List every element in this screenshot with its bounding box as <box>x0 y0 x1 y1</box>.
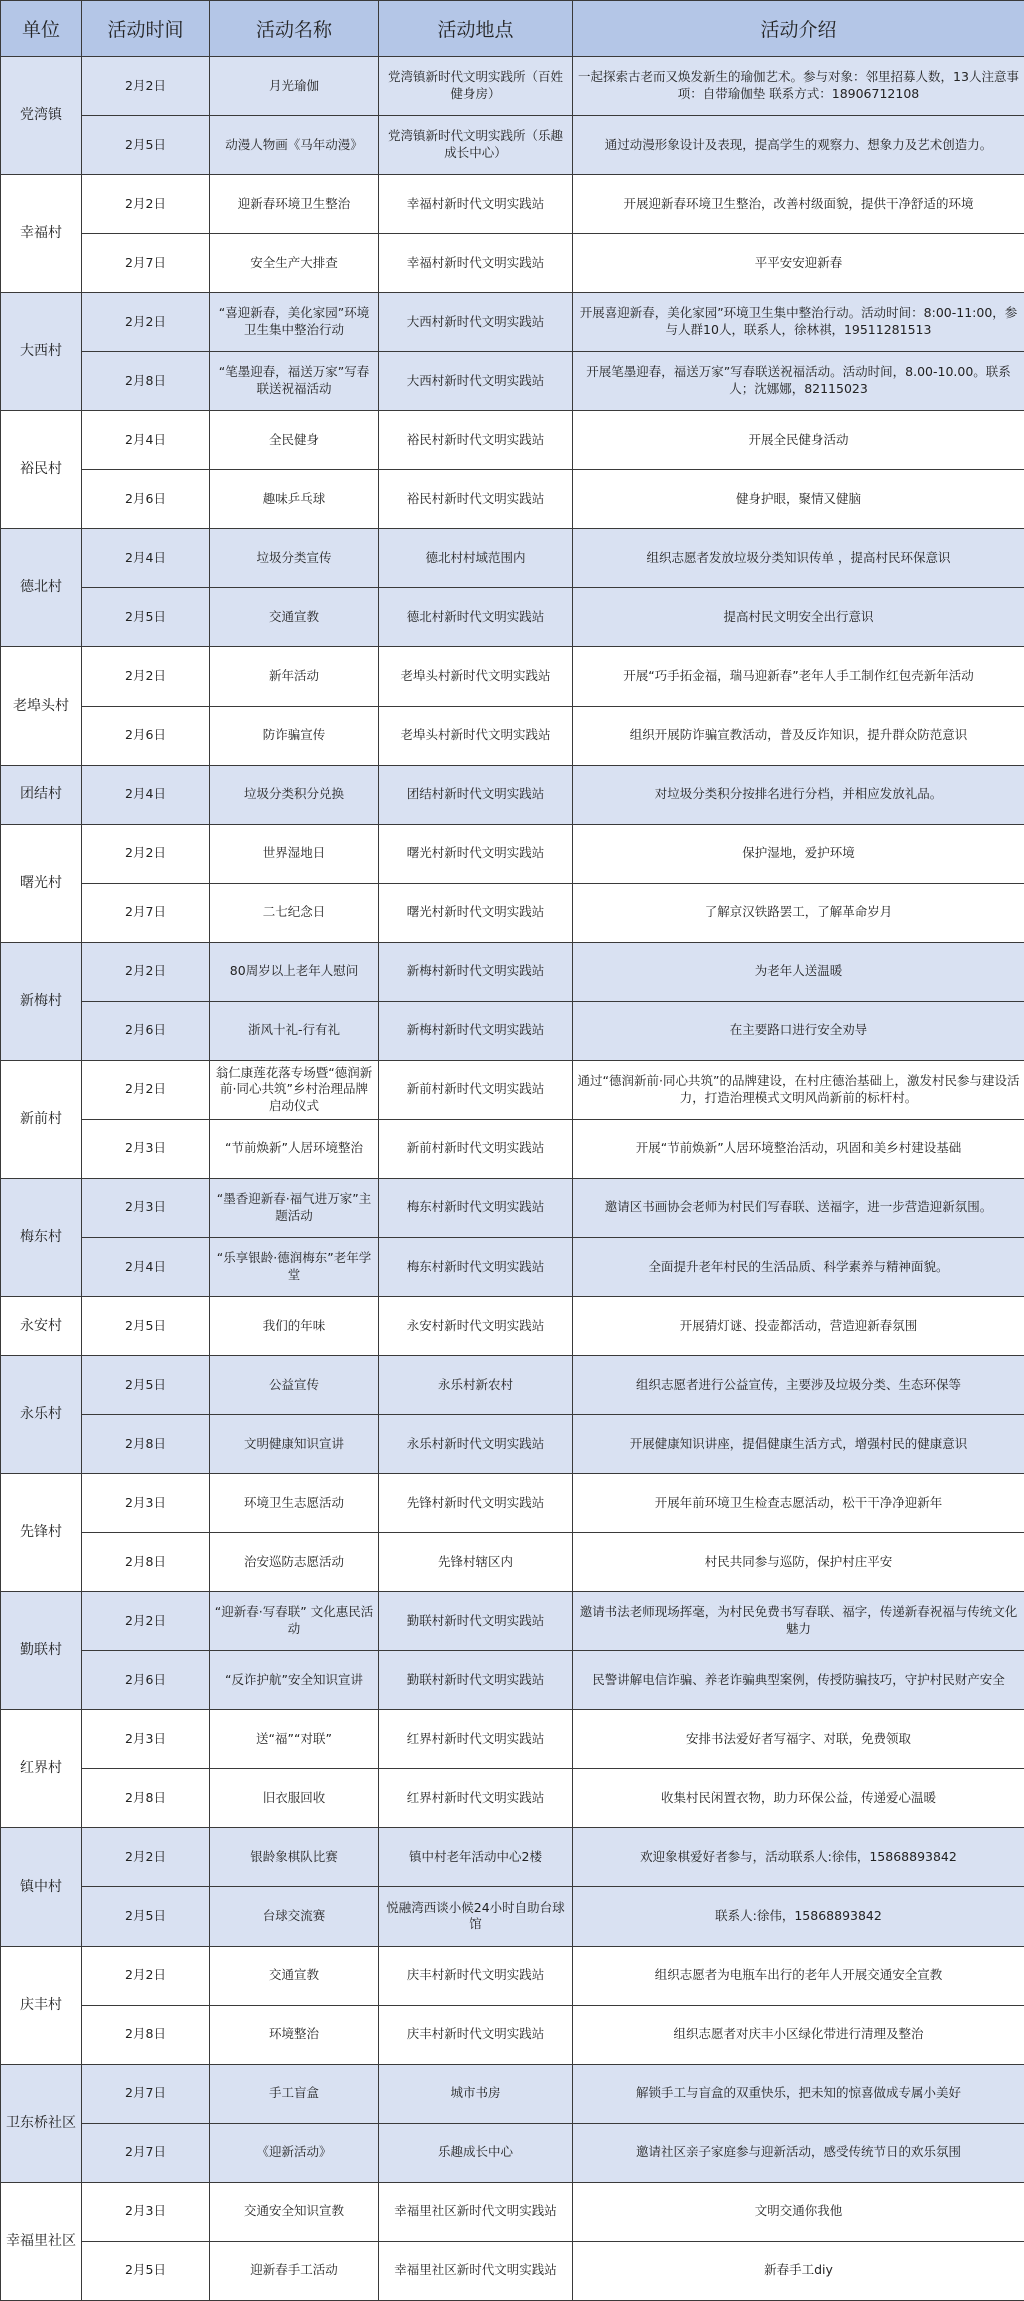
header-name: 活动名称 <box>210 1 379 57</box>
unit-cell: 新梅村 <box>1 942 82 1060</box>
unit-cell: 先锋村 <box>1 1474 82 1592</box>
place-cell: 裕民村新时代文明实践站 <box>379 470 573 529</box>
unit-cell: 卫东桥社区 <box>1 2064 82 2182</box>
intro-cell: 邀请区书画协会老师为村民们写春联、送福字，进一步营造迎新氛围。 <box>573 1178 1024 1237</box>
unit-cell: 幸福里社区 <box>1 2182 82 2300</box>
table-row <box>1 1946 1024 2005</box>
place-cell: 红界村新时代文明实践站 <box>379 1710 573 1769</box>
activity-name-cell: 新年活动 <box>210 647 379 706</box>
intro-cell: 全面提升老年村民的生活品质、科学素养与精神面貌。 <box>573 1237 1024 1296</box>
time-cell: 2月6日 <box>82 706 210 765</box>
table-row <box>1 1119 1024 1178</box>
unit-group <box>1 824 1024 942</box>
place-cell: 党湾镇新时代文明实践所（百姓健身房） <box>379 57 573 116</box>
time-cell: 2月2日 <box>82 1946 210 2005</box>
intro-cell: 文明交通你我他 <box>573 2182 1024 2241</box>
place-cell: 先锋村辖区内 <box>379 1533 573 1592</box>
header-row <box>1 1 1024 57</box>
activity-name-cell: 交通宣教 <box>210 1946 379 2005</box>
intro-cell: 开展迎新春环境卫生整治，改善村级面貌，提供干净舒适的环境 <box>573 175 1024 234</box>
intro-cell: 组织志愿者发放垃圾分类知识传单 ，提高村民环保意识 <box>573 529 1024 588</box>
time-cell: 2月8日 <box>82 352 210 411</box>
intro-cell: 一起探索古老而又焕发新生的瑜伽艺术。参与对象：邻里招募人数，13人注意事项：自带瑜伽垫 联系方式：18906712108 <box>573 57 1024 116</box>
place-cell: 镇中村老年活动中心2楼 <box>379 1828 573 1887</box>
table-row <box>1 411 1024 470</box>
intro-cell: 联系人:徐伟，15868893842 <box>573 1887 1024 1946</box>
place-cell: 老埠头村新时代文明实践站 <box>379 647 573 706</box>
table-row <box>1 1060 1024 1119</box>
table-row <box>1 1474 1024 1533</box>
place-cell: 老埠头村新时代文明实践站 <box>379 706 573 765</box>
table-row <box>1 1592 1024 1651</box>
time-cell: 2月6日 <box>82 470 210 529</box>
activity-name-cell: “节前焕新”人居环境整治 <box>210 1119 379 1178</box>
intro-cell: 通过“德润新前·同心共筑”的品牌建设，在村庄德治基础上，激发村民参与建设活力，打造治理模式文明风尚新前的标杆村。 <box>573 1060 1024 1119</box>
time-cell: 2月5日 <box>82 1356 210 1415</box>
header-intro: 活动介绍 <box>573 1 1024 57</box>
activity-name-cell: 垃圾分类宣传 <box>210 529 379 588</box>
activity-name-cell: 防诈骗宣传 <box>210 706 379 765</box>
activity-name-cell: “喜迎新春，美化家园”环境卫生集中整治行动 <box>210 293 379 352</box>
place-cell: 德北村村域范围内 <box>379 529 573 588</box>
place-cell: 悦融湾西谈小候24小时自助台球馆 <box>379 1887 573 1946</box>
time-cell: 2月2日 <box>82 1060 210 1119</box>
activity-name-cell: 全民健身 <box>210 411 379 470</box>
intro-cell: 组织志愿者为电瓶车出行的老年人开展交通安全宣教 <box>573 1946 1024 2005</box>
activity-name-cell: “反诈护航”安全知识宣讲 <box>210 1651 379 1710</box>
time-cell: 2月4日 <box>82 765 210 824</box>
place-cell: 新前村新时代文明实践站 <box>379 1119 573 1178</box>
place-cell: 团结村新时代文明实践站 <box>379 765 573 824</box>
activity-name-cell: 银龄象棋队比赛 <box>210 1828 379 1887</box>
place-cell: 乐趣成长中心 <box>379 2123 573 2182</box>
intro-cell: 对垃圾分类积分按排名进行分档，并相应发放礼品。 <box>573 765 1024 824</box>
unit-cell: 党湾镇 <box>1 57 82 175</box>
time-cell: 2月2日 <box>82 293 210 352</box>
intro-cell: 开展猜灯谜、投壶都活动，营造迎新春氛围 <box>573 1296 1024 1355</box>
table-row <box>1 234 1024 293</box>
unit-group <box>1 2182 1024 2300</box>
activity-name-cell: 文明健康知识宣讲 <box>210 1415 379 1474</box>
time-cell: 2月4日 <box>82 411 210 470</box>
table-row <box>1 529 1024 588</box>
time-cell: 2月5日 <box>82 2241 210 2300</box>
table-row <box>1 352 1024 411</box>
table-row <box>1 1533 1024 1592</box>
unit-group <box>1 1828 1024 1946</box>
intro-cell: 组织志愿者对庆丰小区绿化带进行清理及整治 <box>573 2005 1024 2064</box>
place-cell: 永乐村新时代文明实践站 <box>379 1415 573 1474</box>
intro-cell: 通过动漫形象设计及表现，提高学生的观察力、想象力及艺术创造力。 <box>573 116 1024 175</box>
time-cell: 2月5日 <box>82 1887 210 1946</box>
place-cell: 新梅村新时代文明实践站 <box>379 1001 573 1060</box>
intro-cell: 开展喜迎新春，美化家园”环境卫生集中整治行动。活动时间：8:00-11:00，参与人群10人，联系人，徐林祺，19511281513 <box>573 293 1024 352</box>
time-cell: 2月4日 <box>82 1237 210 1296</box>
activity-name-cell: 治安巡防志愿活动 <box>210 1533 379 1592</box>
place-cell: 幸福里社区新时代文明实践站 <box>379 2182 573 2241</box>
table-row <box>1 2182 1024 2241</box>
table-row <box>1 2005 1024 2064</box>
intro-cell: 健身护眼，聚情又健脑 <box>573 470 1024 529</box>
activity-name-cell: 垃圾分类积分兑换 <box>210 765 379 824</box>
activity-name-cell: “乐享银龄·德润梅东”老年学堂 <box>210 1237 379 1296</box>
table-row <box>1 706 1024 765</box>
place-cell: 曙光村新时代文明实践站 <box>379 883 573 942</box>
intro-cell: 开展健康知识讲座，提倡健康生活方式，增强村民的健康意识 <box>573 1415 1024 1474</box>
intro-cell: 在主要路口进行安全劝导 <box>573 1001 1024 1060</box>
intro-cell: 了解京汉铁路罢工，了解革命岁月 <box>573 883 1024 942</box>
unit-group <box>1 1592 1024 1710</box>
table-row <box>1 293 1024 352</box>
table-row <box>1 2064 1024 2123</box>
table-row <box>1 175 1024 234</box>
table-row <box>1 1828 1024 1887</box>
place-cell: 梅东村新时代文明实践站 <box>379 1237 573 1296</box>
activity-name-cell: 世界湿地日 <box>210 824 379 883</box>
time-cell: 2月2日 <box>82 942 210 1001</box>
time-cell: 2月4日 <box>82 529 210 588</box>
activity-name-cell: 迎新春手工活动 <box>210 2241 379 2300</box>
intro-cell: 开展“巧手拓金福，瑞马迎新春”老年人手工制作红包壳新年活动 <box>573 647 1024 706</box>
table-row <box>1 1296 1024 1355</box>
place-cell: 勤联村新时代文明实践站 <box>379 1651 573 1710</box>
intro-cell: 平平安安迎新春 <box>573 234 1024 293</box>
unit-cell: 幸福村 <box>1 175 82 293</box>
activity-name-cell: 公益宣传 <box>210 1356 379 1415</box>
intro-cell: 保护湿地，爱护环境 <box>573 824 1024 883</box>
unit-cell: 老埠头村 <box>1 647 82 765</box>
unit-group <box>1 1296 1024 1355</box>
unit-cell: 永乐村 <box>1 1356 82 1474</box>
unit-group <box>1 411 1024 529</box>
intro-cell: 新春手工diy <box>573 2241 1024 2300</box>
activity-name-cell: 交通安全知识宣教 <box>210 2182 379 2241</box>
place-cell: 大西村新时代文明实践站 <box>379 293 573 352</box>
intro-cell: 民警讲解电信诈骗、养老诈骗典型案例，传授防骗技巧，守护村民财产安全 <box>573 1651 1024 1710</box>
table-row <box>1 1769 1024 1828</box>
time-cell: 2月7日 <box>82 2123 210 2182</box>
activity-name-cell: 交通宣教 <box>210 588 379 647</box>
activity-name-cell: “笔墨迎春，福送万家”写春联送祝福活动 <box>210 352 379 411</box>
place-cell: 裕民村新时代文明实践站 <box>379 411 573 470</box>
activity-name-cell: 浙风十礼-行有礼 <box>210 1001 379 1060</box>
unit-group <box>1 2064 1024 2182</box>
unit-group <box>1 1474 1024 1592</box>
unit-group <box>1 175 1024 293</box>
table-row <box>1 942 1024 1001</box>
unit-group <box>1 293 1024 411</box>
intro-cell: 为老年人送温暖 <box>573 942 1024 1001</box>
intro-cell: 安排书法爱好者写福字、对联，免费领取 <box>573 1710 1024 1769</box>
place-cell: 幸福村新时代文明实践站 <box>379 175 573 234</box>
activity-name-cell: 环境卫生志愿活动 <box>210 1474 379 1533</box>
activity-name-cell: 80周岁以上老年人慰问 <box>210 942 379 1001</box>
unit-cell: 大西村 <box>1 293 82 411</box>
unit-cell: 梅东村 <box>1 1178 82 1296</box>
activity-name-cell: 迎新春环境卫生整治 <box>210 175 379 234</box>
intro-cell: 开展全民健身活动 <box>573 411 1024 470</box>
time-cell: 2月8日 <box>82 1533 210 1592</box>
time-cell: 2月5日 <box>82 116 210 175</box>
table-row <box>1 1356 1024 1415</box>
unit-group <box>1 1946 1024 2064</box>
place-cell: 先锋村新时代文明实践站 <box>379 1474 573 1533</box>
place-cell: 庆丰村新时代文明实践站 <box>379 2005 573 2064</box>
unit-cell: 庆丰村 <box>1 1946 82 2064</box>
intro-cell: 开展“节前焕新”人居环境整治活动，巩固和美乡村建设基础 <box>573 1119 1024 1178</box>
unit-cell: 德北村 <box>1 529 82 647</box>
intro-cell: 邀请社区亲子家庭参与迎新活动，感受传统节日的欢乐氛围 <box>573 2123 1024 2182</box>
activity-name-cell: “迎新春·写春联” 文化惠民活动 <box>210 1592 379 1651</box>
unit-group <box>1 1178 1024 1296</box>
intro-cell: 组织开展防诈骗宣教活动，普及反诈知识，提升群众防范意识 <box>573 706 1024 765</box>
unit-group <box>1 1060 1024 1178</box>
unit-group <box>1 647 1024 765</box>
place-cell: 幸福村新时代文明实践站 <box>379 234 573 293</box>
activity-name-cell: 我们的年味 <box>210 1296 379 1355</box>
place-cell: 新前村新时代文明实践站 <box>379 1060 573 1119</box>
intro-cell: 开展年前环境卫生检查志愿活动，松干干净净迎新年 <box>573 1474 1024 1533</box>
activity-name-cell: 环境整治 <box>210 2005 379 2064</box>
header-place: 活动地点 <box>379 1 573 57</box>
activity-name-cell: 台球交流赛 <box>210 1887 379 1946</box>
time-cell: 2月7日 <box>82 883 210 942</box>
table-row <box>1 1237 1024 1296</box>
place-cell: 永安村新时代文明实践站 <box>379 1296 573 1355</box>
unit-group <box>1 1710 1024 1828</box>
table-row <box>1 588 1024 647</box>
place-cell: 梅东村新时代文明实践站 <box>379 1178 573 1237</box>
table-row <box>1 116 1024 175</box>
activity-name-cell: 动漫人物画《马年动漫》 <box>210 116 379 175</box>
place-cell: 曙光村新时代文明实践站 <box>379 824 573 883</box>
time-cell: 2月7日 <box>82 234 210 293</box>
time-cell: 2月3日 <box>82 2182 210 2241</box>
header-time: 活动时间 <box>82 1 210 57</box>
table-row <box>1 647 1024 706</box>
activity-name-cell: “墨香迎新春·福气进万家”主题活动 <box>210 1178 379 1237</box>
intro-cell: 提高村民文明安全出行意识 <box>573 588 1024 647</box>
intro-cell: 村民共同参与巡防，保护村庄平安 <box>573 1533 1024 1592</box>
place-cell: 红界村新时代文明实践站 <box>379 1769 573 1828</box>
unit-group <box>1 57 1024 175</box>
place-cell: 城市书房 <box>379 2064 573 2123</box>
time-cell: 2月2日 <box>82 1828 210 1887</box>
time-cell: 2月2日 <box>82 647 210 706</box>
unit-group <box>1 765 1024 824</box>
time-cell: 2月5日 <box>82 1296 210 1355</box>
table-row <box>1 1710 1024 1769</box>
unit-cell: 新前村 <box>1 1060 82 1178</box>
time-cell: 2月2日 <box>82 175 210 234</box>
unit-cell: 红界村 <box>1 1710 82 1828</box>
activity-name-cell: 翁仁康莲花落专场暨“德润新前·同心共筑”乡村治理品牌启动仪式 <box>210 1060 379 1119</box>
activity-name-cell: 安全生产大排查 <box>210 234 379 293</box>
time-cell: 2月6日 <box>82 1651 210 1710</box>
place-cell: 党湾镇新时代文明实践所（乐趣成长中心） <box>379 116 573 175</box>
intro-cell: 解锁手工与盲盒的双重快乐，把未知的惊喜做成专属小美好 <box>573 2064 1024 2123</box>
table-row <box>1 1651 1024 1710</box>
time-cell: 2月3日 <box>82 1178 210 1237</box>
time-cell: 2月5日 <box>82 588 210 647</box>
time-cell: 2月3日 <box>82 1474 210 1533</box>
time-cell: 2月3日 <box>82 1710 210 1769</box>
table-row <box>1 765 1024 824</box>
activity-name-cell: 送“福”“对联” <box>210 1710 379 1769</box>
time-cell: 2月6日 <box>82 1001 210 1060</box>
place-cell: 德北村新时代文明实践站 <box>379 588 573 647</box>
unit-cell: 勤联村 <box>1 1592 82 1710</box>
activity-name-cell: 手工盲盒 <box>210 2064 379 2123</box>
table-row <box>1 1001 1024 1060</box>
intro-cell: 欢迎象棋爱好者参与，活动联系人:徐伟，15868893842 <box>573 1828 1024 1887</box>
table-row <box>1 1178 1024 1237</box>
unit-cell: 镇中村 <box>1 1828 82 1946</box>
unit-cell: 团结村 <box>1 765 82 824</box>
unit-cell: 曙光村 <box>1 824 82 942</box>
table-row <box>1 1887 1024 1946</box>
header-unit: 单位 <box>1 1 82 57</box>
unit-cell: 裕民村 <box>1 411 82 529</box>
time-cell: 2月8日 <box>82 2005 210 2064</box>
intro-cell: 收集村民闲置衣物，助力环保公益，传递爱心温暖 <box>573 1769 1024 1828</box>
time-cell: 2月8日 <box>82 1769 210 1828</box>
place-cell: 大西村新时代文明实践站 <box>379 352 573 411</box>
intro-cell: 邀请书法老师现场挥毫，为村民免费书写春联、福字，传递新春祝福与传统文化魅力 <box>573 1592 1024 1651</box>
table-row <box>1 1415 1024 1474</box>
place-cell: 永乐村新农村 <box>379 1356 573 1415</box>
time-cell: 2月8日 <box>82 1415 210 1474</box>
table-row <box>1 2241 1024 2300</box>
place-cell: 庆丰村新时代文明实践站 <box>379 1946 573 2005</box>
place-cell: 幸福里社区新时代文明实践站 <box>379 2241 573 2300</box>
unit-cell: 永安村 <box>1 1296 82 1355</box>
intro-cell: 组织志愿者进行公益宣传，主要涉及垃圾分类、生态环保等 <box>573 1356 1024 1415</box>
unit-group <box>1 529 1024 647</box>
unit-group <box>1 1356 1024 1474</box>
unit-group <box>1 942 1024 1060</box>
activity-name-cell: 二七纪念日 <box>210 883 379 942</box>
time-cell: 2月3日 <box>82 1119 210 1178</box>
time-cell: 2月2日 <box>82 824 210 883</box>
intro-cell: 开展笔墨迎春，福送万家”写春联送祝福活动。活动时间，8.00-10.00。联系人；沈娜娜，82115023 <box>573 352 1024 411</box>
time-cell: 2月2日 <box>82 57 210 116</box>
place-cell: 新梅村新时代文明实践站 <box>379 942 573 1001</box>
time-cell: 2月2日 <box>82 1592 210 1651</box>
table-row <box>1 824 1024 883</box>
time-cell: 2月7日 <box>82 2064 210 2123</box>
activity-name-cell: 月光瑜伽 <box>210 57 379 116</box>
table-row <box>1 57 1024 116</box>
place-cell: 勤联村新时代文明实践站 <box>379 1592 573 1651</box>
activity-name-cell: 旧衣服回收 <box>210 1769 379 1828</box>
table-row <box>1 2123 1024 2182</box>
activity-name-cell: 《迎新活动》 <box>210 2123 379 2182</box>
table-row <box>1 883 1024 942</box>
table-row <box>1 470 1024 529</box>
activity-name-cell: 趣味乒乓球 <box>210 470 379 529</box>
